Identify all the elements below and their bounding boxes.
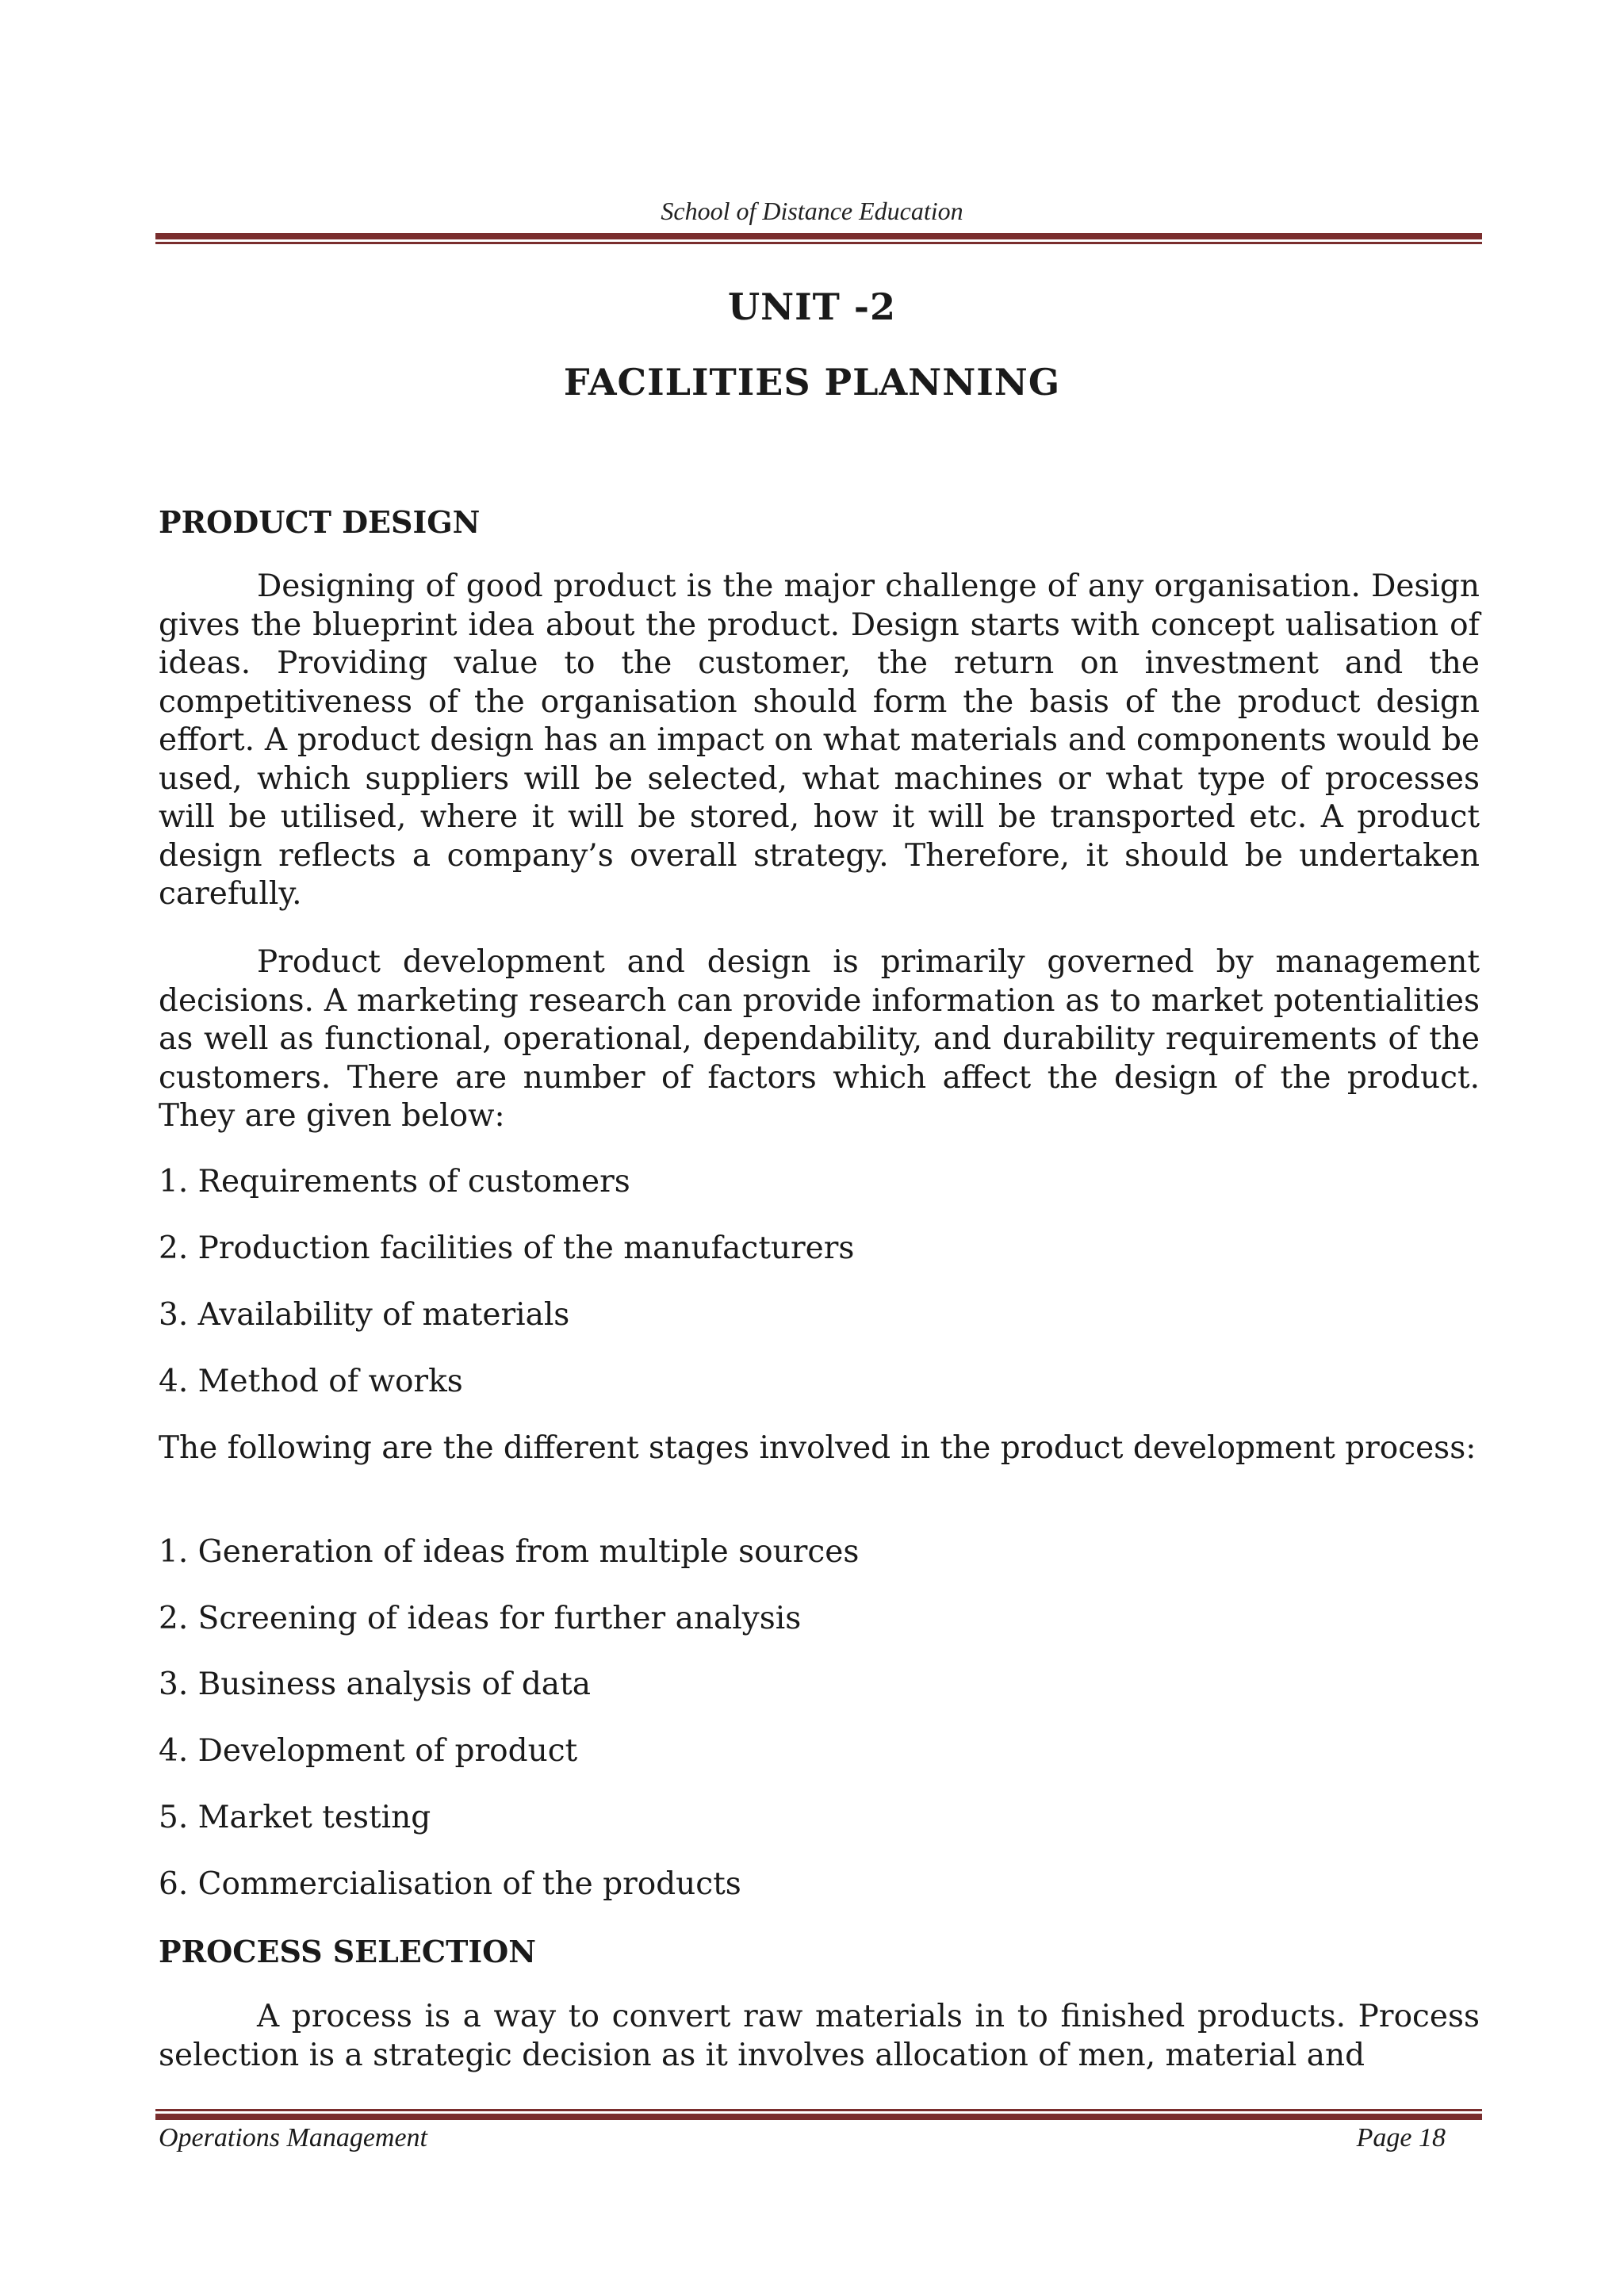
header-rule-thin [155, 242, 1482, 244]
stage-list-item: 4. Development of product [159, 1733, 578, 1769]
page-header: School of Distance Education [661, 197, 963, 225]
footer-course-title: Operations Management [159, 2123, 428, 2152]
unit-number: UNIT -2 [727, 285, 897, 328]
stage-list-item: 2. Screening of ideas for further analysis [159, 1601, 802, 1636]
section-heading-product-design: PRODUCT DESIGN [159, 504, 481, 540]
header-rule-thick [155, 233, 1482, 239]
paragraph-product-design-1: Designing of good product is the major challenge of any organisation. Design gives the blueprint idea about the product. Design starts with concept ualisation of ideas. Providing value to the customer, the return on investment and the competitiveness of the organisation should form the basis of the product design effort. A product design has an impact on what materials and components would be used, which suppliers will be selected, what machines or what type of processes will be utilised, where it will be stored, how it will be transported etc. A product design reflects a company’s overall strategy. Therefore, it should be undertaken carefully. [159, 568, 1480, 912]
paragraph-process-selection-1: A process is a way to convert raw materials in to finished products. Process selection is a strategic decision as it involves allocation of men, material and [159, 1999, 1480, 2073]
factor-list-item: 4. Method of works [159, 1364, 463, 1399]
factor-list-item: 2. Production facilities of the manufacturers [159, 1230, 855, 1266]
stage-list-item: 3. Business analysis of data [159, 1667, 591, 1702]
factor-list-item: 3. Availability of materials [159, 1297, 570, 1333]
factor-list-item: 1. Requirements of customers [159, 1164, 630, 1200]
chapter-title: FACILITIES PLANNING [563, 361, 1061, 404]
section-heading-process-selection: PROCESS SELECTION [159, 1934, 536, 1969]
stage-list-item: 1. Generation of ideas from multiple sources [159, 1534, 860, 1570]
stage-list-item: 6. Commercialisation of the products [159, 1866, 741, 1902]
footer-page-number: Page 18 [1356, 2123, 1446, 2152]
stage-list-item: 5. Market testing [159, 1800, 431, 1835]
paragraph-stages-intro: The following are the different stages involved in the product development process: [159, 1430, 1477, 1466]
paragraph-product-design-2: Product development and design is primarily governed by management decisions. A marketing research can provide information as to market potentialities as well as functional, operational, dependability, and durability requirements of the customers. There are number of factors which affect the design of the product. They are given below: [159, 944, 1480, 1134]
footer-rule-thick [155, 2114, 1482, 2120]
footer-rule-thin [155, 2109, 1482, 2111]
